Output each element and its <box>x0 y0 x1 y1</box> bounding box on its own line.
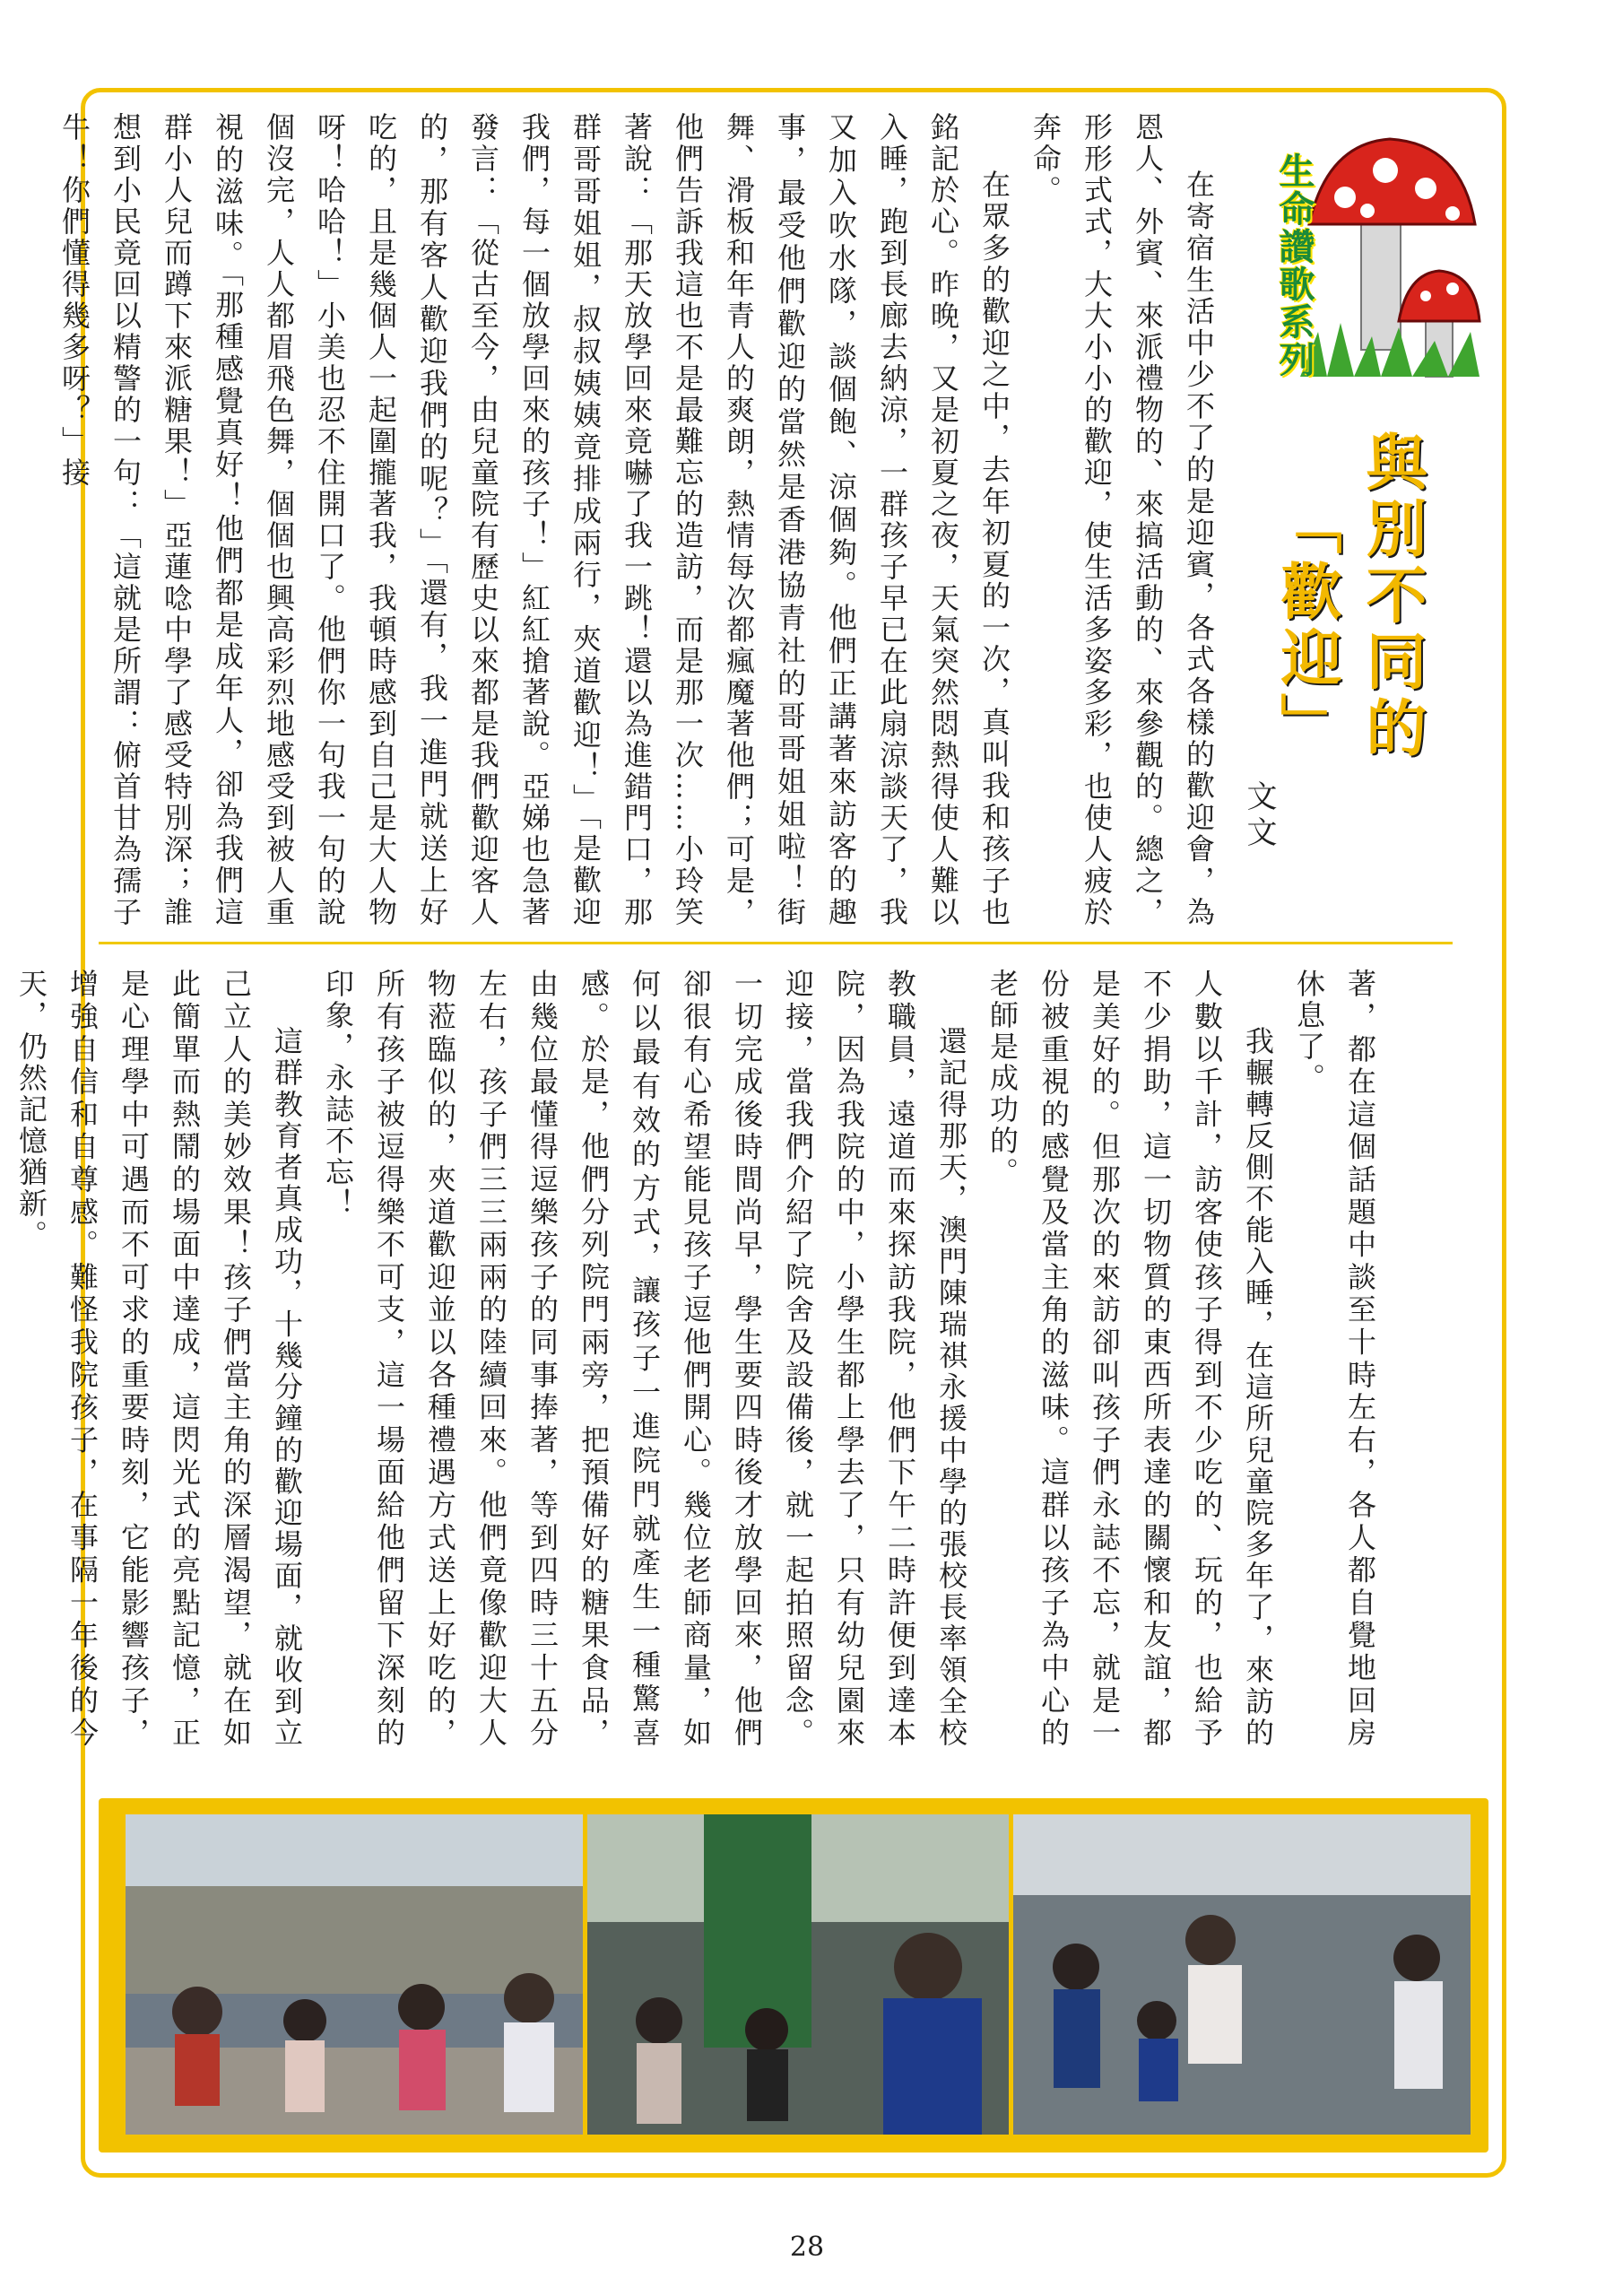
paragraph-continued: 著，都在這個話題中談至十時左右，各人都自覺地回房休息了。 <box>1292 969 1377 1749</box>
photo-strip <box>99 1798 1488 2152</box>
page-number: 28 <box>789 2231 825 2263</box>
article-body-lower <box>14 969 1385 1749</box>
welcome-photo-2 <box>587 1814 1009 2135</box>
author-byline: 文文 <box>1241 780 1277 852</box>
article-title <box>1273 430 1453 807</box>
article-body-upper <box>57 112 1224 928</box>
paragraph: 在眾多的歡迎之中，去年初夏的一次，真叫我和孩子也銘記於心。昨晚，又是初夏之夜，天氣突然悶熱得使人難以入睡，跑到長廊去納涼，一群孩子早已在此扇涼談天了，我又加入吹水隊，談個飽、涼個夠。他們正講著來訪客的趣事，最受他們歡迎的當然是香港協青社的哥哥姐姐啦！街舞、滑板和年青人的爽朗，熱情每次都瘋魔著他們；可是，他們告訴我這也不是最難忘的造訪，而是那一次……小玲笑著說：「那天放學回來竟嚇了我一跳！還以為進錯門口，那群哥哥姐姐，叔叔姨姨竟排成兩行，夾道歡迎！」「是歡迎我們，每一個放學回來的孩子！」紅紅搶著說。亞娣也急著發言：「從古至今，由兒童院有歷史以來都是我們歡迎客人的，那有客人歡迎我們的呢？」「還有，我一進門就送上好吃的，且是幾個人一起圍攏著我，我頓時感到自己是大人物呀！哈哈！」小美也忍不住開口了。他們你一句我一句的說個沒完，人人都眉飛色舞，個個也興高彩烈地感受到被人重視的滋味。「那種感覺真好！他們都是成年人，卻為我們這群小人兒而蹲下來派糖果！」亞蓮唸中學了感受特別深；誰想到小民竟回以精警的一句：「這就是所謂：俯首甘為孺子牛！你們懂得幾多呀？」接 <box>57 112 1011 928</box>
welcome-photo-1 <box>126 1814 583 2135</box>
title-main: 與別不同的 <box>1356 430 1427 762</box>
mushroom-illustration <box>1291 108 1488 395</box>
paragraph: 這群教育者真成功，十幾分鐘的歡迎場面，就收到立己立人的美妙效果！孩子們當主角的深層渴望，就在如此簡單而熱鬧的場面中達成，這閃光式的亮點記憶，正是心理學中可遇而不可求的重要時刻，它能影響孩子，增強自信和自尊感。難怪我院孩子，在事隔一年後的今天，仍然記憶猶新。 <box>14 969 304 1749</box>
paragraph: 還記得那天，澳門陳瑞祺永援中學的張校長率領全校教職員，遠道而來探訪我院，他們下午二時許便到達本院，因為我院的中，小學生都上學去了，只有幼兒園來迎接，當我們介紹了院舍及設備後，就一起拍照留念。一切完成後時間尚早，學生要四時後才放學回來，他們卻很有心希望能見孩子逗他們開心。幾位老師商量，如何以最有效的方式，讓孩子一進院門就產生一種驚喜感。於是，他們分列院門兩旁，把預備好的糖果食品，由幾位最懂得逗樂孩子的同事捧著，等到四時三十五分左右，孩子們三三兩兩的陸續回來。他們竟像歡迎大人物蒞臨似的，夾道歡迎並以各種禮遇方式送上好吃的，所有孩子被逗得樂不可支，這一場面給他們留下深刻的印象，永誌不忘！ <box>321 969 968 1749</box>
welcome-photo-3 <box>1013 1814 1471 2135</box>
paragraph: 在寄宿生活中少不了的是迎賓，各式各樣的歡迎會，為恩人、外賓、來派禮物的、來搞活動的、來參觀的。總之，形形式式，大大小小的歡迎，使生活多姿多彩，也使人疲於奔命。 <box>1028 112 1216 928</box>
title-sub: 「歡迎」 <box>1271 493 1341 759</box>
paragraph <box>0 969 5 1749</box>
paragraph: 我輾轉反側不能入睡，在這所兒童院多年了，來訪的人數以千計，訪客使孩子得到不少吃的、玩的，也給予不少捐助，這一切物質的東西所表達的關懷和友誼，都是美好的。但那次的來訪卻叫孩子們永誌不忘，就是一份被重視的感覺及當主角的滋味。這群以孩子為中心的老師是成功的。 <box>985 969 1275 1749</box>
series-label: 生命讚歌系列 <box>1273 152 1315 378</box>
section-divider <box>99 942 1453 944</box>
